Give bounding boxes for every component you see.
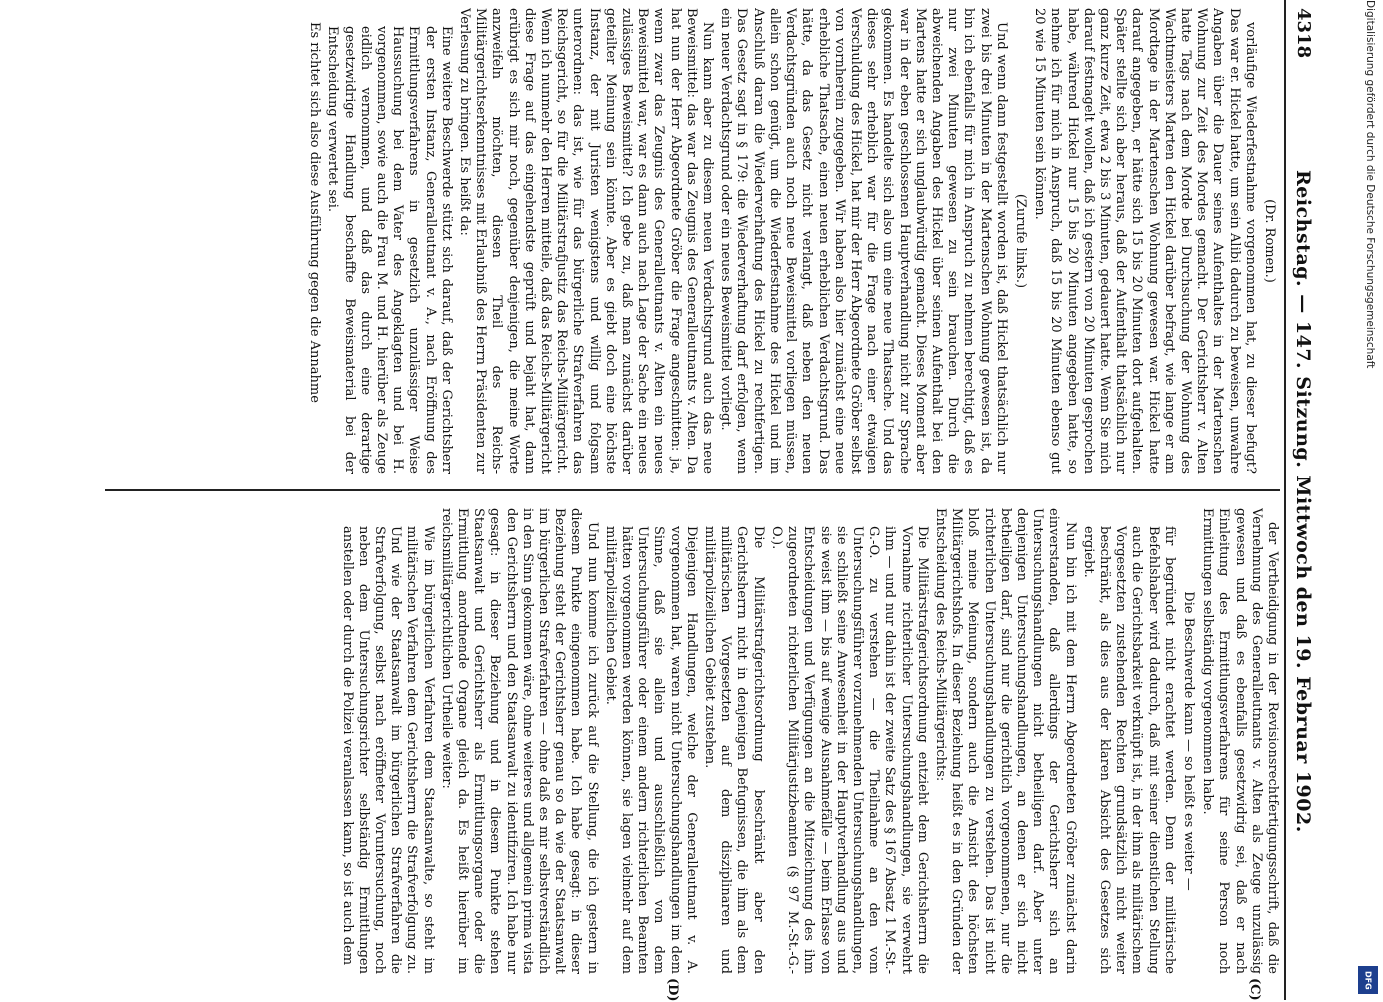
paragraph: vorläufige Wiederfestnahme vorgenommen hat, zu dieser befugt? Das war er. Hickel hatte, um sein Alibi dadurch zu beweisen, unwahre Angaben über die Dauer seines Aufenthaltes in der Martenschen Wohnung zur Zeit des Mordes gemacht. Der Gerichtsherr v. Alten hatte Tags nach dem Morde bei Durchsuchung der Wohnung des Wachtmeisters Marten den Hickel darüber befragt, wie lange er am Mordtage in der Martenschen Wohnung gewesen war. Hickel hatte darauf angegeben, er hätte sich 15 bis 20 Minuten dort aufgehalten. Später stellte sich aber heraus, daß der Aufenthalt thatsächlich nur ganz kurze Zeit, etwa 2 bis 3 Minuten, gedauert hatte. Wenn Sie mich darauf festnagelt wollen, daß ich gestern von 20 Minuten gesprochen habe, während Hickel nur 15 bis 20 Minuten angegeben hatte, so nehme ich für mich in Anspruch, daß 15 bis 20 Minuten ebenso gut 20 wie 15 Minuten sein können.	[1031, 8, 1258, 474]
paragraph: Nun kann aber zu diesem neuen Verdachtsgrund auch das neue Beweismittel: das war das Zeugnis des Generalleutnants v. Alten. Da hat nun der Herr Abgeordnete Gröber die Frage angeschnitten: ja, wenn zwar das Zeugnis des Generalleutnants v. Alten ein neues Beweismittel war, war es dann auch nach Lage der Sache ein neues zulässiges Beweismittel? Ich gebe zu, daß man zunächst darüber geteilter Meinung sein könnte. Aber es giebt doch eine höchste Instanz, der mit Juristen wenigstens und willig und folgsam unterordnen: das ist, wie für das bürgerliche Strafverfahren das Reichsgericht, so für die Militärstrafjustiz das Reichs-Militärgericht. Wenn ich nunmehr den Herren mitteile, daß das Reichs-Militärgericht diese Frage auf das eingehendste geprüft und bejaht hat, dann erübrigt es sich mir noch, gegenüber denjenigen, die meine Worte anzweifeln möchten, diesen Theil des Reichs-Militärgerichtserkenntnisses mit Erlaubniß des Herrn Präsidenten zur Verlesung zu bringen. Es heißt da:	[456, 8, 715, 474]
page-number: 4318	[1293, 8, 1314, 58]
block-quote: Eine weitere Beschwerde stützt sich darauf, daß der Gerichtsherr der ersten Instanz, Generalleutnant v. A., nach Eröffnung des Ermittlungsverfahrens in gesetzlich unzulässiger Weise Haussuchung bei dem Vater des Angeklagten und bei H. vorgenommen, sowie auch die Frau M. und H. hierüber als Zeuge eidlich vernommen, und daß das durch eine derartige gesetzwidrige Handlung beschaffte Beweismaterial bei der Entscheidung verwertet sei.	[324, 26, 454, 474]
paragraph: der Vertheidigung in der Revisionsrechtfertigungsschrift, daß die Vernehmung des Generalleutnants v. Alten als Zeuge unzulässig gewesen und daß es ebenfalls gesetzwidrig sei, daß er nach Einleitung des Ermittlungsverfahrens für seine Person noch Ermittlungen selbständig vorgenommen habe.	[1199, 508, 1280, 974]
right-column	[100, 508, 1280, 974]
interjection: (Zurufe links.)	[1012, 8, 1028, 474]
page-title: Reichstag. — 147. Sitzung. Mittwoch den 19. Februar 1902.	[1292, 170, 1314, 833]
page-header	[1284, 0, 1320, 1000]
column-divider	[105, 489, 1280, 491]
margin-letter-d: (D)	[665, 978, 680, 1002]
paragraph: Nun bin ich mit dem Herrn Abgeordneten Gröber zunächst darin einverstanden, daß allerdings der Gerichtsherr sich an Untersuchungshandlungen nicht betheiligen darf. Aber unter denjenigen Untersuchungshandlungen, an denen er sich nicht betheiligen darf, sind nur die gerichtlich vorgenommenen, nur die richterlichen Untersuchungshandlungen zu verstehen. Das ist nicht bloß meine Meinung, sondern auch die Ansicht des höchsten Militärgerichtshofs. In dieser Beziehung heißt es in den Gründen der Entscheidung des Reichs-Militärgerichts:	[932, 508, 1078, 974]
block-quote: Wie im bürgerlichen Verfahren dem Staatsanwalte, so steht im militärischen Verfahren dem Gerichtsherrn die Strafverfolgung zu. Und wie der Staatsanwalt im bürgerlichen Strafverfahren die Strafverfolgung, selbst nach eröffneter Voruntersuchung, noch neben dem Untersuchungsrichter selbständig Ermittlungen anstellen oder durch die Polizei veranlassen kann, so ist auch dem	[338, 526, 435, 974]
margin-letter-c: (C)	[1247, 978, 1262, 1001]
paragraph: Und wenn dann festgestellt worden ist, daß Hickel thatsächlich nur zwei bis drei Minuten in der Martenschen Wohnung gewesen ist, da bin ich ebenfalls für mich in Anspruch zu nehmen berechtigt, daß es nur zwei Minuten gewesen zu sein brauchen. Durch die abweichenden Angaben des Hickel über seinen Aufenthalt bei den Martens hatte er sich unglaubwürdig gemacht. Dieses Moment aber war in der eben geschlossenen Hauptverhandlung nicht zur Sprache gekommen. Es handelte sich also um eine neue Thatsache. Und das dieses sehr erheblich war für die Frage nach einer etwaigen Verschuldung des Hickel, hat mir der Herr Abgeordnete Gröber selbst von vornherein zugegeben. Wir haben also hier zunächst eine neue erhebliche Thatsache, einen neuen erheblichen Verdachtsgrund. Das hätte, da das Gesetz nicht verlangt, daß neben den neuen Verdachtsgründen auch noch neue Beweismittel vorliegen müssen, allein schon genügt, um die Wiederfestnahme des Hickel und im Anschluß daran die Wiederverhaftung des Hickel zu rechtfertigen. Das Gesetz sagt in § 179: die Wiederverhaftung darf erfolgen, wenn ein neuer Verdachtsgrund oder ein neues Beweismittel vorliegt.	[717, 8, 1009, 474]
paragraph: Und nun komme ich zurück auf die Stellung, die ich gestern in diesem Punkte eingenommen habe. Ich habe gesagt: in dieser Beziehung steht der Gerichtsherr genau so da wie der Staatsanwalt im bürgerlichen Strafverfahren — ohne daß es mir selbstverständlich in den Sinn gekommen wäre, ohne weiteres und allgemein prima vista den Gerichtsherrn und den Staatsanwalt zu identifiziren. Ich habe nur gesagt: in dieser Beziehung und in diesem Punkte stehen Staatsanwalt und Gerichtsherr als Ermittlungsorgane oder die Ermittlung anordnende Organe gleich da. Es heißt hierüber im reichsmilitärgerichtlichen Urtheile weiter:	[438, 508, 600, 974]
dfg-logo-icon: DFG	[1358, 966, 1378, 994]
block-quote: für begründet nicht erachtet werden. Denn der militärische Befehlshaber wird dadurch, daß mit seiner dienstlichen Stellung auch die Gerichtsbarkeit verknüpft ist, in der ihm als militärischem Vorgesetzten zustehenden Rechten grundsätzlich nicht weiter beschränkt, als dies aus der klaren Absicht des Gesetzes sich ergiebt.	[1080, 526, 1177, 974]
digitization-credit: Digitalisierung gefördert durch die Deutsche Forschungsgemeinschaft	[1364, 0, 1376, 1000]
speaker-label: (Dr. Romen.)	[1261, 8, 1277, 474]
left-column	[100, 8, 1280, 474]
margin-letter-b	[665, 0, 680, 1]
block-quote: Die Militärstrafgerichtsordnung beschränkt aber den Gerichtsherrn nicht in denjenigen Befugnissen, die ihm als dem militärischen Vorgesetzten auf dem disziplinaren und militärpolizeilichen Gebiet zustehen.	[701, 526, 766, 974]
digitization-footer	[1352, 0, 1382, 1000]
block-quote: Diejenigen Handlungen, welche der Generalleutnant v. A. vorgenommen hat, waren nicht Untersuchungshandlungen im dem Sinne, daß sie allein und ausschließlich von dem Untersuchungsführer oder einem andern richterlichen Beamten hätten vorgenommen werden können, sie lagen vielmehr auf dem militärpolizeilichen Gebiet.	[602, 526, 699, 974]
rotated-page-content	[80, 0, 1320, 1000]
paragraph: Es richtet sich also diese Ausführung gegen die Annahme	[306, 8, 322, 474]
block-quote: Die Militärstrafgerichtsordnung entzieht dem Gerichtsherrn die Vornahme richterlicher Untersuchungshandlungen, sie verwehrt ihm — und nur dahin ist der zweite Satz des § 167 Absatz 1 M.-St.-G.-O. zu verstehen — die Theilnahme an den vom Untersuchungsführer vorzunehmenden Untersuchungshandlungen, sie schließt seine Anwesenheit in der Hauptverhandlung aus und sie weist ihm — bis auf wenige Ausnahmefälle — beim Erlasse von Entscheidungen und Verfügungen an die Mitzeichnung des ihm zugeordneten richterlichen Militärjustizbeamten (§ 97 M.-St.-G.-O.).	[768, 526, 930, 974]
paragraph: Die Beschwerde kann — so heißt es weiter —	[1180, 508, 1196, 974]
